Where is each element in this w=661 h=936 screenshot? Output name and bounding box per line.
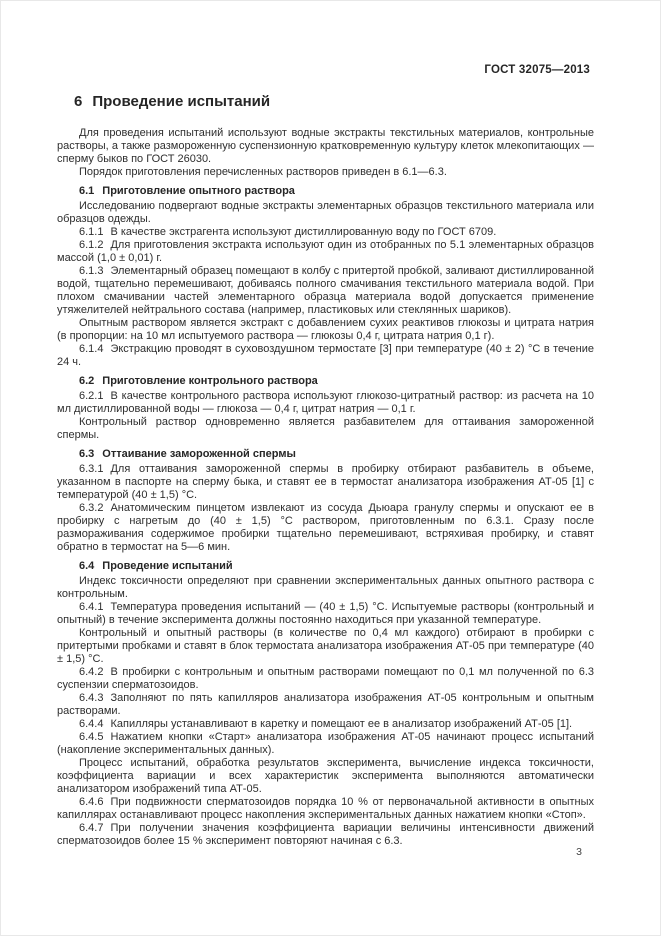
clause-number: 6	[74, 93, 83, 110]
clause-number: 6.2	[79, 375, 95, 387]
clause-number: 6.4.6	[79, 796, 104, 808]
clause-text: Приготовление опытного раствора	[102, 185, 295, 197]
clause-number: 6.1.2	[79, 239, 104, 251]
clause-number: 6.3.2	[79, 502, 104, 514]
clause-number: 6.4.4	[79, 718, 104, 730]
paragraph	[57, 601, 594, 627]
paragraph	[57, 718, 594, 731]
clause-number: 6.1	[79, 185, 95, 197]
clause-text: Проведение испытаний	[102, 560, 233, 572]
paragraph	[57, 796, 594, 822]
paragraph	[57, 343, 594, 369]
paragraph	[57, 822, 594, 848]
clause-text: Заполняют по пять капилляров анализатора изображения АТ-05 контрольным и опытным растворами.	[57, 692, 594, 717]
clause-text: Приготовление контрольного раствора	[102, 375, 318, 387]
clause-text: Температура проведения испытаний — (40 ± 1,5) °С. Испытуемые растворы (контрольный и опытный) в течение эксперимента должны постоянно находиться при указанной температуре.	[57, 601, 594, 626]
clause-text: Для оттаивания замороженной спермы в пробирку отбирают разбавитель в объеме, указанном в паспорте на сперму быка, и ставят ее в термостат анализатора изображения АТ-05 [1] с температурой (40 ± 1,5) °С.	[57, 463, 594, 501]
paragraph: Порядок приготовления перечисленных растворов приведен в 6.1—6.3.	[79, 166, 447, 178]
clause-number: 6.4	[79, 560, 95, 572]
clause-text: В качестве контрольного раствора используют глюкозо-цитратный раствор: из расчета на 10 мл дистиллированной воды — глюкоза — 0,4 г, цитрат натрия — 0,1 г.	[57, 390, 594, 415]
paragraph	[57, 502, 594, 554]
clause-text: При получении значения коэффициента вариации величины интенсивности движений сперматозоидов более 15 % эксперимент повторяют начиная с 6.3.	[57, 822, 594, 847]
clause-number: 6.1.1	[79, 226, 104, 238]
clause-text: Для приготовления экстракта используют один из отобранных по 5.1 элементарных образцов массой (1,0 ± 0,01) г.	[57, 239, 594, 264]
clause-number: 6.1.4	[79, 343, 104, 355]
paragraph: Процесс испытаний, обработка результатов эксперимента, вычисление индекса токсичности, коэффициента вариации и всех характеристик эксперимента выполняются автоматически анализатором изображений типа АТ-05.	[57, 757, 594, 795]
paragraph: Индекс токсичности определяют при сравнении экспериментальных данных опытного раствора с контрольным.	[57, 575, 594, 600]
subsection-heading	[57, 185, 594, 197]
paragraph	[57, 692, 594, 718]
clause-number: 6.4.1	[79, 601, 104, 613]
clause-text: В качестве экстрагента используют дистиллированную воду по ГОСТ 6709.	[110, 226, 497, 238]
paragraph	[57, 666, 594, 692]
clause-text: При подвижности сперматозоидов порядка 10 % от первоначальной активности в опытных капиллярах останавливают процесс накопления экспериментальных данных нажатием кнопки «Стоп».	[57, 796, 594, 821]
clause-number: 6.3	[79, 448, 95, 460]
subsection-heading	[57, 375, 594, 387]
paragraph: Для проведения испытаний используют водные экстракты текстильных материалов, контрольные растворы, а также размороженную суспензионную кратковременную культуру клеток млекопитающих — сперму быков по ГОСТ 26030.	[57, 127, 594, 165]
clause-number: 6.1.3	[79, 265, 104, 277]
paragraph	[57, 239, 594, 265]
clause-text: Элементарный образец помещают в колбу с притертой пробкой, заливают дистиллированной водой, тщательно перемешивают, добиваясь полного смачивания текстильного материала водой. При плохом смачивании частей элементарного образца материала водой допускается применение утяжелителей нейтрального состава (например, пластиковых или стеклянных шариков).	[57, 265, 594, 316]
paragraph: Опытным раствором является экстракт с добавлением сухих реактивов глюкозы и цитрата натрия (в пропорции: на 10 мл испытуемого раствора — глюкозы 0,4 г, цитрата натрия 0,1 г).	[57, 317, 594, 342]
clause-text: Анатомическим пинцетом извлекают из сосуда Дьюара гранулу спермы и опускают ее в пробирку с нагретым до (40 ± 1,5) °С раствором, приготовленным по 6.3.1. Сразу после размораживания содержимое пробирки тщательно перемешивают, встряхивая пробирку, и ставят обратно в термостат на 5—6 мин.	[57, 502, 594, 553]
clause-text: Нажатием кнопки «Старт» анализатора изображения АТ-05 начинают процесс испытаний (накопление экспериментальных данных).	[57, 731, 594, 756]
clause-number: 6.4.7	[79, 822, 104, 834]
paragraph	[57, 390, 594, 416]
clause-number: 6.2.1	[79, 390, 104, 402]
paragraph: Контрольный раствор одновременно является разбавителем для оттаивания замороженной спермы.	[57, 416, 594, 441]
clause-text: Оттаивание замороженной спермы	[102, 448, 296, 460]
clause-text: В пробирки с контрольным и опытным растворами помещают по 0,1 мл полученной по 6.3 суспензии сперматозоидов.	[57, 666, 594, 691]
subsection-heading	[57, 448, 594, 460]
subsection-heading	[57, 560, 594, 572]
page-number: 3	[576, 846, 582, 858]
paragraph: Исследованию подвергают водные экстракты элементарных образцов текстильного материала или образцов одежды.	[57, 200, 594, 225]
clause-text: Экстракцию проводят в суховоздушном термостате [3] при температуре (40 ± 2) °С в течение 24 ч.	[57, 343, 594, 368]
document-content	[57, 93, 594, 848]
clause-number: 6.4.3	[79, 692, 104, 704]
paragraph	[57, 731, 594, 757]
clause-text: Проведение испытаний	[92, 93, 271, 110]
clause-number: 6.4.5	[79, 731, 104, 743]
paragraph	[57, 463, 594, 502]
clause-number: 6.3.1	[79, 463, 104, 475]
paragraph	[57, 226, 594, 239]
standard-code: ГОСТ 32075—2013	[484, 64, 590, 76]
section-title	[74, 93, 594, 110]
clause-number: 6.4.2	[79, 666, 104, 678]
paragraph: Контрольный и опытный растворы (в количестве по 0,4 мл каждого) отбирают в пробирки с притертыми пробками и ставят в блок термостата анализатора изображения АТ-05 при температуре (40 ± 1,5) °С.	[57, 627, 594, 665]
clause-text: Капилляры устанавливают в каретку и помещают ее в анализатор изображений АТ-05 [1].	[110, 718, 573, 730]
paragraph	[57, 265, 594, 317]
